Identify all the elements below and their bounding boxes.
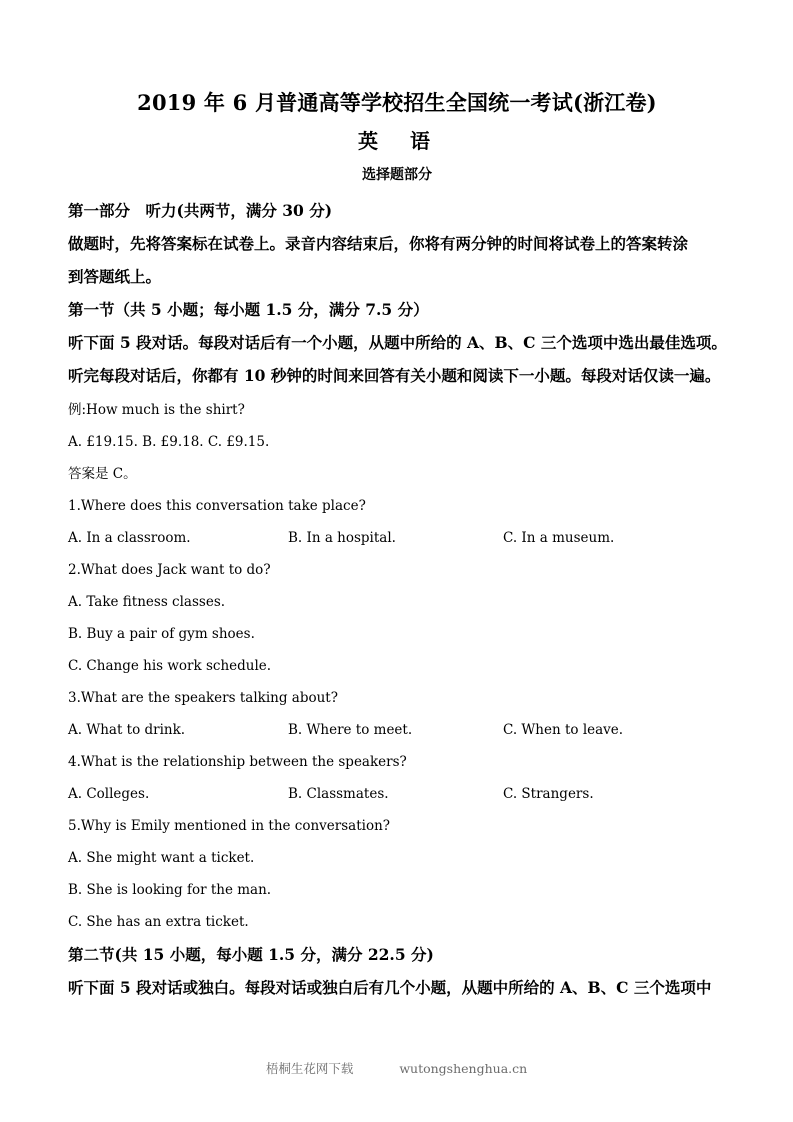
question-4-option-c[interactable]: C. Strangers.	[503, 786, 594, 802]
question-5-option-a[interactable]: A. She might want a ticket.	[68, 850, 255, 866]
subsection-one-heading: 第一节（共 5 小题；每小题 1.5 分，满分 7.5 分）	[68, 300, 429, 319]
question-3-option-a[interactable]: A. What to drink.	[68, 722, 186, 738]
question-1-option-c[interactable]: C. In a museum.	[503, 530, 615, 546]
subsection-one-instruction-line-2: 听完每段对话后，你都有 10 秒钟的时间来回答有关小题和阅读下一小题。每段对话仅读一遍。	[68, 366, 721, 385]
question-4-options	[68, 778, 726, 810]
question-3-stem: 3.What are the speakers talking about?	[68, 690, 338, 706]
footer-watermark	[0, 1060, 793, 1078]
question-1-stem: 1.Where does this conversation take place?	[68, 498, 366, 514]
section-one-instruction-line-1: 做题时，先将答案标在试卷上。录音内容结束后，你将有两分钟的时间将试卷上的答案转涂	[68, 234, 689, 253]
page-title: 2019 年 6 月普通高等学校招生全国统一考试(浙江卷)	[137, 90, 657, 115]
example-question: 例:How much is the shirt?	[68, 402, 245, 418]
section-two-instruction-line-1: 听下面 5 段对话或独白。每段对话或独白后有几个小题，从题中所给的 A、B、C 三个选项中	[68, 978, 712, 997]
section-one-heading: 第一部分 听力(共两节，满分 30 分)	[68, 201, 333, 220]
page-content	[68, 88, 726, 1004]
subject-title: 英 语	[358, 129, 436, 153]
example-answer: 答案是 C。	[68, 466, 137, 482]
subsection-one-instruction-line-1: 听下面 5 段对话。每段对话后有一个小题，从题中所给的 A、B、C 三个选项中选出最佳选项。	[68, 333, 727, 352]
section-one-instruction-line-2: 到答题纸上。	[68, 267, 162, 286]
part-title: 选择题部分	[362, 167, 432, 183]
question-3-options	[68, 714, 726, 746]
example-options: A. £19.15. B. £9.18. C. £9.15.	[68, 434, 270, 450]
question-5-option-b[interactable]: B. She is looking for the man.	[68, 882, 272, 898]
question-3-option-c[interactable]: C. When to leave.	[503, 722, 624, 738]
watermark-site-url: wutongshenghua.cn	[399, 1061, 528, 1076]
question-2-option-b[interactable]: B. Buy a pair of gym shoes.	[68, 626, 255, 642]
question-5-stem: 5.Why is Emily mentioned in the conversation?	[68, 818, 391, 834]
question-2-stem: 2.What does Jack want to do?	[68, 562, 271, 578]
question-5-option-c[interactable]: C. She has an extra ticket.	[68, 914, 249, 930]
question-4-stem: 4.What is the relationship between the speakers?	[68, 754, 407, 770]
watermark-site-name: 梧桐生花网下载	[265, 1061, 354, 1076]
section-two-heading: 第二节(共 15 小题，每小题 1.5 分，满分 22.5 分)	[68, 945, 434, 964]
question-1-option-a[interactable]: A. In a classroom.	[68, 530, 191, 546]
question-4-option-b[interactable]: B. Classmates.	[288, 786, 389, 802]
question-2-option-a[interactable]: A. Take fitness classes.	[68, 594, 226, 610]
question-3-option-b[interactable]: B. Where to meet.	[288, 722, 413, 738]
question-2-option-c[interactable]: C. Change his work schedule.	[68, 658, 272, 674]
question-4-option-a[interactable]: A. Colleges.	[68, 786, 150, 802]
question-1-option-b[interactable]: B. In a hospital.	[288, 530, 396, 546]
question-1-options	[68, 522, 726, 554]
